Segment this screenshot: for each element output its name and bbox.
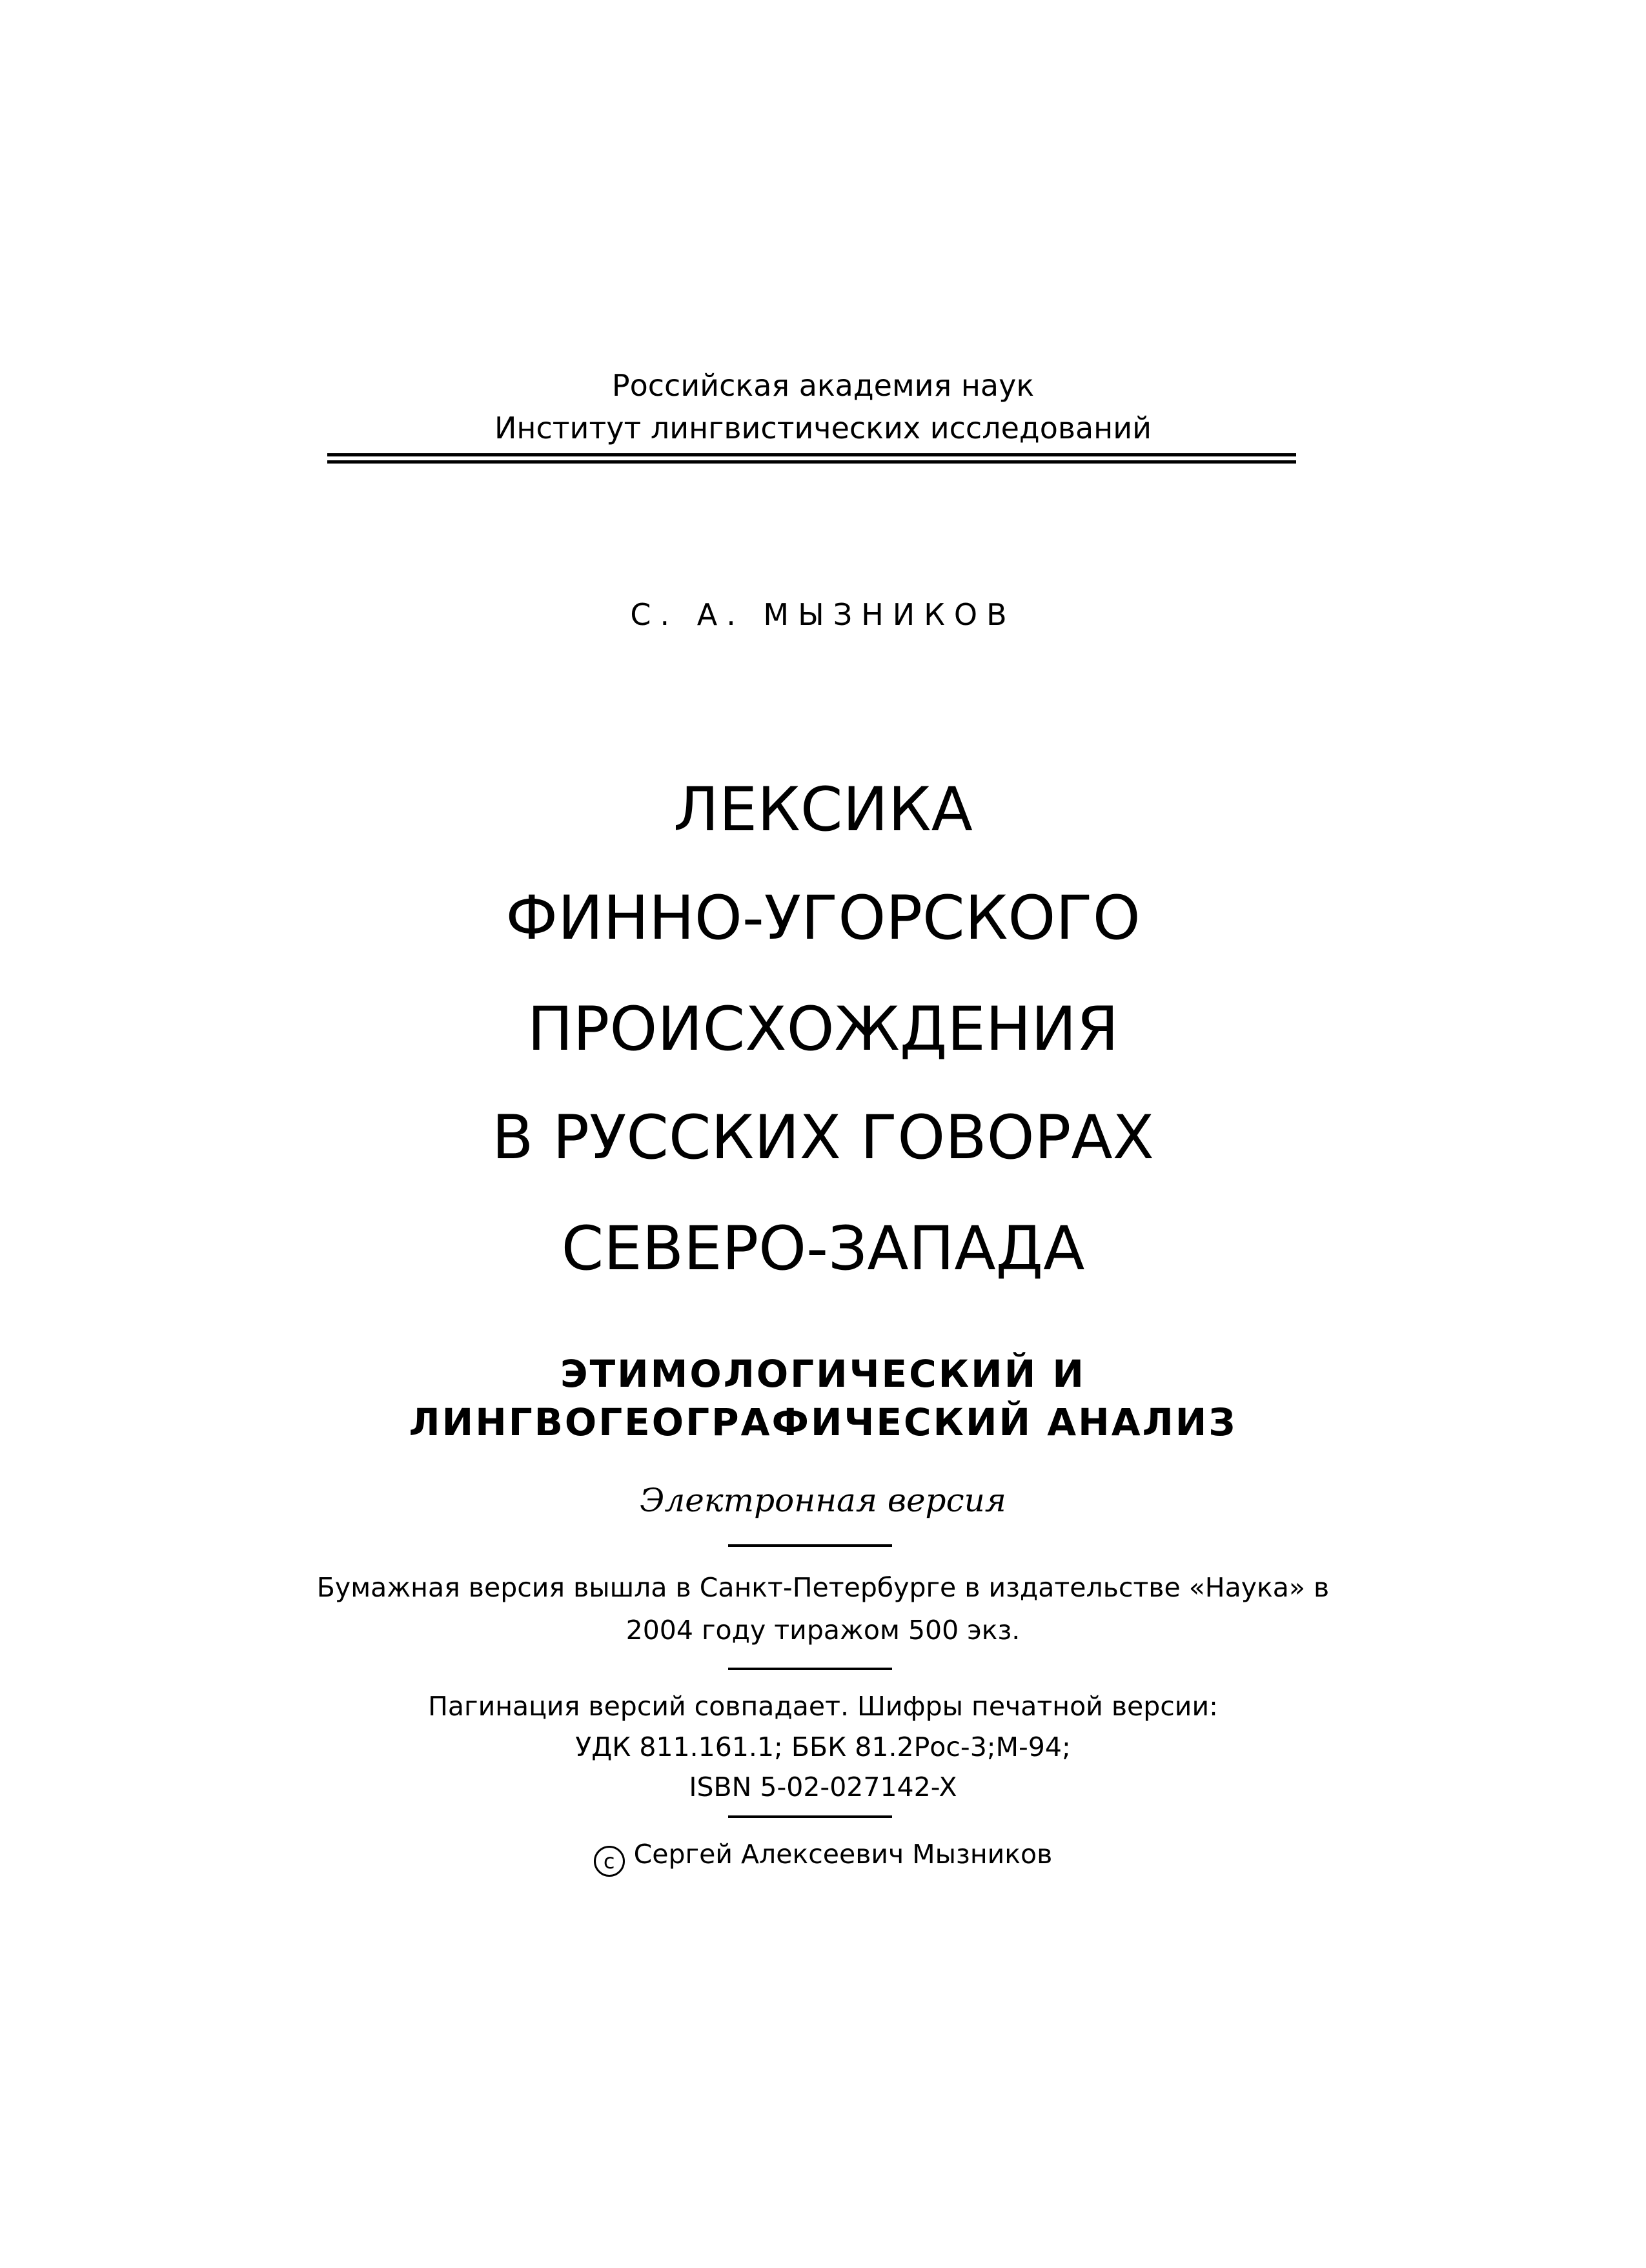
- book-title-line: В РУССКИХ ГОВОРАХ: [491, 1103, 1155, 1173]
- book-title-line: ПРОИСХОЖДЕНИЯ: [527, 994, 1119, 1065]
- print-edition-note: Бумажная версия вышла в Санкт-Петербурге в издательстве «Наука» в: [316, 1572, 1330, 1603]
- subtitle-line: ЭТИМОЛОГИЧЕСКИЙ И: [560, 1352, 1086, 1396]
- pagination-note: Пагинация версий совпадает. Шифры печатной версии:: [428, 1691, 1218, 1722]
- copyright-line: [0, 1837, 1646, 1877]
- subtitle-line: ЛИНГВОГЕОГРАФИЧЕСКИЙ АНАЛИЗ: [409, 1400, 1237, 1444]
- edition-label: Электронная версия: [640, 1482, 1006, 1519]
- separator-rule: [728, 1668, 892, 1670]
- classification-codes: УДК 811.161.1; ББК 81.2Рос-3;М-94;: [575, 1732, 1071, 1762]
- copyright-icon: c: [594, 1846, 625, 1877]
- book-title-line: СЕВЕРО-ЗАПАДА: [561, 1214, 1085, 1284]
- institute-name: Институт лингвистических исследований: [494, 411, 1152, 445]
- organization-name: Российская академия наук: [611, 368, 1035, 403]
- header-rule-bottom: [327, 460, 1296, 464]
- header-double-rule: [327, 453, 1296, 464]
- separator-rule: [728, 1544, 892, 1547]
- header-rule-top: [327, 453, 1296, 456]
- book-title-line: ФИННО-УГОРСКОГО: [505, 883, 1141, 954]
- author-name: С. А. МЫЗНИКОВ: [630, 597, 1016, 632]
- print-edition-note: 2004 году тиражом 500 экз.: [625, 1615, 1021, 1646]
- isbn: ISBN 5-02-027142-X: [689, 1772, 957, 1803]
- separator-rule: [728, 1815, 892, 1818]
- copyright-holder: Сергей Алексеевич Мызников: [633, 1839, 1053, 1870]
- book-title-line: ЛЕКСИКА: [673, 775, 973, 845]
